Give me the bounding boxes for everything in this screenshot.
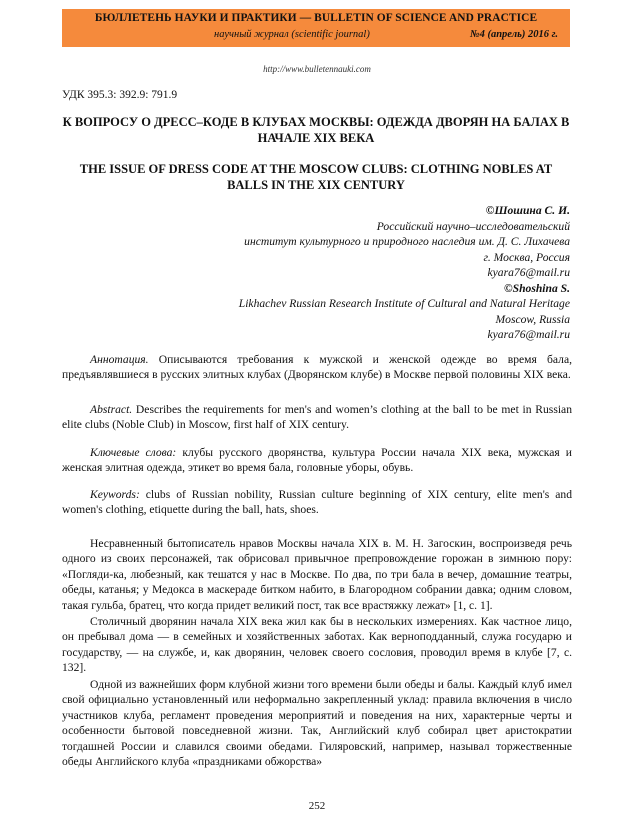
body-paragraph: Столичный дворянин начала XIX века жил как бы в нескольких измерениях. Как частное лицо, он пребывал дома — в семейных и хозяйственных заботах. Как верноподданный, служа государю и государству, — на службе, и, как дворянин, человек своего сословия, проводил время в клубе [7, с. 132]. bbox=[62, 615, 572, 675]
abstract-ru-text: Описываются требования к мужской и женской одежде во время бала, предъявлявшиеся в русских элитных клубах (Дворянском клубе) в Москве первой половины XIX века. bbox=[62, 353, 572, 382]
author-name-en: ©Shoshina S. bbox=[503, 281, 570, 295]
author-affiliation-en: Likhachev Russian Research Institute of Cultural and Natural Heritage bbox=[238, 297, 570, 310]
keywords-en-text: clubs of Russian nobility, Russian culture beginning of XIX century, elite men's and women's clothing, etiquette during the ball, hats, shoes. bbox=[62, 488, 572, 517]
abstract-en-text: Describes the requirements for men's and women’s clothing at the ball to be met in Russian elite clubs (Noble Club) in Moscow, first half of XIX century. bbox=[62, 403, 572, 432]
journal-type: научный журнал (scientific journal) bbox=[214, 29, 370, 40]
keywords-ru-text: клубы русского дворянства, культура России начала XIX века, мужская и женская элитная одежда, этикет во время бала, головные уборы, обувь. bbox=[62, 446, 572, 475]
author-city-en: Moscow, Russia bbox=[495, 312, 570, 326]
journal-url: http://www.bulletennauki.com bbox=[263, 64, 371, 74]
journal-title: БЮЛЛЕТЕНЬ НАУКИ И ПРАКТИКИ — BULLETIN OF SCIENCE AND PRACTICE bbox=[94, 12, 538, 24]
author-name-ru: ©Шошина С. И. bbox=[485, 204, 570, 217]
abstract-en bbox=[62, 402, 572, 433]
journal-header-banner bbox=[62, 9, 570, 47]
keywords-ru bbox=[62, 445, 572, 476]
article-title-en: THE ISSUE OF DRESS CODE AT THE MOSCOW CLUBS: CLOTHING NOBLES AT BALLS IN THE XIX CENTURY bbox=[79, 162, 553, 192]
journal-issue: №4 (апрель) 2016 г. bbox=[469, 29, 558, 40]
keywords-en bbox=[62, 487, 572, 518]
keywords-en-label: Keywords: bbox=[90, 488, 140, 501]
abstract-ru-label: Аннотация. bbox=[90, 353, 149, 366]
author-affiliation-ru-1: Российский научно–исследовательский bbox=[376, 219, 570, 233]
page-number: 252 bbox=[308, 800, 326, 812]
author-city-ru: г. Москва, Россия bbox=[483, 250, 570, 264]
author-block bbox=[239, 203, 570, 343]
author-email-en: kyara76@mail.ru bbox=[487, 328, 570, 341]
keywords-ru-label: Ключевые слова: bbox=[90, 446, 177, 459]
body-paragraph: Одной из важнейших форм клубной жизни того времени были обеды и балы. Каждый клуб имел свой официально установленный или неформально закрепленный уклад: правила включения в число участников клуба, регламент проведения мероприятий и поведения на них, характерные черты и особенности бытовой повседневной жизни. Так, Английский клуб собирал цвет аристократии тогдашней России и славился своими обедами. Гиляровский, например, называл торжественные обеды Английского клуба «праздниками обжорства» bbox=[62, 678, 572, 769]
body-paragraph: Несравненный бытописатель нравов Москвы начала XIX в. М. Н. Загоскин, воспроизведя речь одного из своих персонажей, так обрисовал привычное препровождение горожан в зимнюю пору: «Погляди-ка, любезный, как тешатся у нас в Москве. По два, по три бала в вечер, домашние театры, обеды, катанья; у Медокса в маскераде битком набито, в Благородном собрании давка; одним словом, такая гульба, братец, что когда придет великий пост, так все врастяжку лежат» [1, с. 1]. bbox=[62, 537, 572, 612]
author-email-ru: kyara76@mail.ru bbox=[487, 266, 570, 279]
author-affiliation-ru-2: институт культурного и природного наследия им. Д. С. Лихачева bbox=[244, 235, 570, 248]
udc-code: УДК 395.3: 392.9: 791.9 bbox=[62, 89, 178, 101]
abstract-en-label: Abstract. bbox=[90, 403, 133, 416]
article-title-ru: К ВОПРОСУ О ДРЕСС–КОДЕ В КЛУБАХ МОСКВЫ: ОДЕЖДА ДВОРЯН НА БАЛАХ В НАЧАЛЕ XIX ВЕКА bbox=[62, 115, 570, 145]
abstract-ru bbox=[62, 352, 572, 383]
